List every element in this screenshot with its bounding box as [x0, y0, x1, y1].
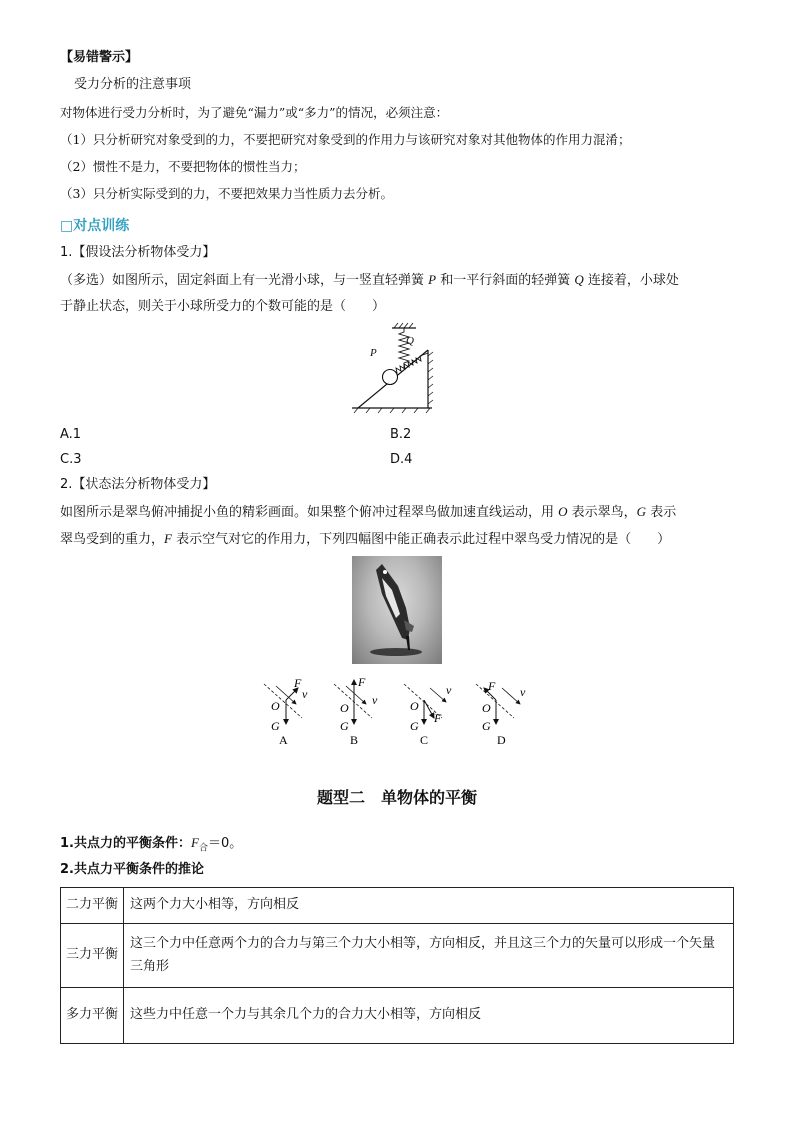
warning-item-1: （1）只分析研究对象受到的力，不要把研究对象受到的作用力与该研究对象对其他物体的作用力混淆； — [60, 132, 631, 147]
practice-title: □对点训练 — [60, 218, 130, 234]
diagram-c-g: G — [410, 719, 419, 733]
diagram-a-label: A — [279, 733, 288, 746]
table-cell: 这三个力中任意两个力的合力与第三个力大小相等，方向相反，并且这三个力的矢量可以形成一个矢量三角形 — [124, 924, 734, 988]
q2-text-line2: 翠鸟受到的重力，F 表示空气对它的作用力，下列四幅图中能正确表示此过程中翠鸟受力情况的是（ ） — [60, 531, 671, 547]
diagram-b-v: v — [372, 693, 378, 707]
q2-label: 2.【状态法分析物体受力】 — [60, 477, 216, 492]
table-header-cell: 三力平衡 — [61, 924, 124, 988]
q1-text-line1: （多选）如图所示，固定斜面上有一光滑小球，与一竖直轻弹簧 P 和一平行斜面的轻弹簧 Q 连接着，小球处 — [60, 272, 679, 288]
diagram-c-label: C — [420, 733, 429, 746]
diagram-d-g: G — [482, 719, 491, 733]
q1-option-c[interactable]: C.3 — [60, 452, 82, 467]
table-header-cell: 二力平衡 — [61, 888, 124, 924]
diagram-c-v: v — [446, 683, 452, 697]
diagram-c — [404, 683, 452, 746]
diagram-d-f: F — [488, 679, 496, 693]
warning-item-3: （3）只分析实际受到的力，不要把效果力当性质力去分析。 — [60, 186, 393, 201]
diagram-b-o: O — [340, 701, 349, 715]
section-heading: 题型二 单物体的平衡 — [316, 788, 477, 807]
q1-label: 1.【假设法分析物体受力】 — [60, 245, 216, 260]
diagram-b-label: B — [350, 733, 359, 746]
equilibrium-inference-title: 2.共点力平衡条件的推论 — [60, 862, 204, 877]
table-header-cell: 多力平衡 — [61, 988, 124, 1044]
diagram-d — [476, 679, 526, 746]
table-row — [61, 888, 734, 924]
warning-title: 【易错警示】 — [60, 50, 139, 65]
diagram-c-o: O — [410, 699, 419, 713]
warning-item-2: （2）惯性不是力，不要把物体的惯性当力； — [60, 159, 306, 174]
incline-spring-figure — [348, 322, 448, 414]
diagram-a-v: v — [302, 687, 308, 701]
table-cell: 这些力中任意一个力与其余几个力的合力大小相等，方向相反 — [124, 988, 734, 1044]
diagram-d-label: D — [497, 733, 506, 746]
diagram-a-o: O — [271, 699, 280, 713]
force-diagrams — [258, 674, 544, 746]
warning-subtitle: 受力分析的注意事项 — [74, 77, 192, 92]
diagram-d-o: O — [482, 701, 491, 715]
diagram-a-g: G — [271, 719, 280, 733]
q1-option-b[interactable]: B.2 — [390, 427, 412, 442]
diagram-c-f: F — [434, 711, 442, 725]
diagram-a-f: F — [294, 676, 302, 690]
diagram-d-v: v — [520, 685, 526, 699]
diagram-b-f: F — [358, 675, 366, 689]
diagram-b-g: G — [340, 719, 349, 733]
diagram-a — [264, 676, 308, 746]
table-row — [61, 924, 734, 988]
equilibrium-condition: 1.共点力的平衡条件：$F_合=0$。 — [60, 835, 243, 854]
balance-table — [60, 887, 734, 1044]
q1-text-line2: 于静止状态，则关于小球所受力的个数可能的是（ ） — [60, 299, 386, 314]
kingfisher-photo — [352, 556, 442, 664]
fig-label-p: P — [370, 347, 377, 359]
diagram-b — [334, 675, 378, 746]
q2-text-line1: 如图所示是翠鸟俯冲捕捉小鱼的精彩画面。如果整个俯冲过程翠鸟做加速直线运动，用 O 表示翠鸟，G 表示 — [60, 504, 677, 520]
fig-label-q: Q — [406, 335, 414, 347]
warning-intro: 对物体进行受力分析时，为了避免“漏力”或“多力”的情况，必须注意： — [60, 105, 449, 120]
table-row — [61, 988, 734, 1044]
q1-option-a[interactable]: A.1 — [60, 427, 82, 442]
q1-option-d[interactable]: D.4 — [390, 452, 413, 467]
table-cell: 这两个力大小相等，方向相反 — [124, 888, 734, 924]
